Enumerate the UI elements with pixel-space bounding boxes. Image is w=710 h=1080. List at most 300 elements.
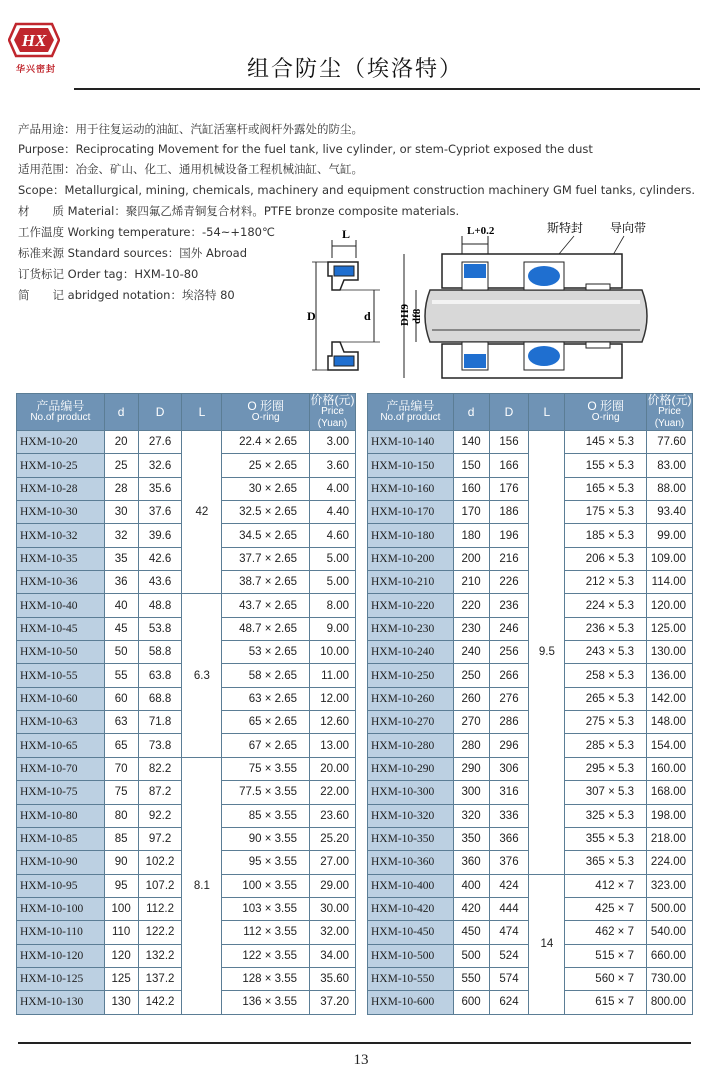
cell-d: 400 [453, 874, 489, 897]
cell-d: 36 [104, 571, 138, 594]
cell-D: 624 [489, 991, 529, 1014]
cell-d: 250 [453, 664, 489, 687]
header-d: d [453, 394, 489, 431]
cell-oring: 212 × 5.3 [565, 571, 647, 594]
cell-price: 224.00 [647, 851, 693, 874]
cell-d: 70 [104, 757, 138, 780]
page-number: 13 [353, 1052, 369, 1068]
cell-oring: 243 × 5.3 [565, 641, 647, 664]
cell-price: 5.00 [310, 547, 356, 570]
cell-D: 102.2 [138, 851, 182, 874]
cell-d: 300 [453, 781, 489, 804]
cell-d: 20 [104, 431, 138, 454]
cell-oring: 77.5 × 3.55 [222, 781, 310, 804]
cell-price: 30.00 [310, 897, 356, 920]
cell-oring: 285 × 5.3 [565, 734, 647, 757]
cell-d: 30 [104, 501, 138, 524]
cell-code: HXM-10-80 [17, 804, 105, 827]
cell-price: 25.20 [310, 827, 356, 850]
cell-D: 424 [489, 874, 529, 897]
cell-oring: 38.7 × 2.65 [222, 571, 310, 594]
cell-D: 306 [489, 757, 529, 780]
cell-D: 474 [489, 921, 529, 944]
cell-oring: 258 × 5.3 [565, 664, 647, 687]
cell-oring: 155 × 5.3 [565, 454, 647, 477]
cell-d: 63 [104, 711, 138, 734]
cell-price: 660.00 [647, 944, 693, 967]
table-header-row [368, 394, 693, 431]
cell-price: 13.00 [310, 734, 356, 757]
cell-D: 132.2 [138, 944, 182, 967]
right-table-body [368, 431, 693, 1015]
cell-D: 276 [489, 687, 529, 710]
cell-d: 290 [453, 757, 489, 780]
cell-code: HXM-10-400 [368, 874, 454, 897]
cell-price: 23.60 [310, 804, 356, 827]
cell-price: 77.60 [647, 431, 693, 454]
cell-price: 114.00 [647, 571, 693, 594]
cell-oring: 53 × 2.65 [222, 641, 310, 664]
header-oring: O 形圈 O-ring [565, 394, 647, 431]
table-header-row [17, 394, 356, 431]
cell-code: HXM-10-180 [368, 524, 454, 547]
cell-oring: 224 × 5.3 [565, 594, 647, 617]
cell-code: HXM-10-220 [368, 594, 454, 617]
cell-D: 316 [489, 781, 529, 804]
cell-oring: 145 × 5.3 [565, 431, 647, 454]
spec-scope: Scope：Metallurgical, mining, chemicals, machinery and equipment construction machinery GM fuel tanks, cylinders. [18, 183, 696, 197]
cell-D: 37.6 [138, 501, 182, 524]
cell-code: HXM-10-280 [368, 734, 454, 757]
cell-price: 4.60 [310, 524, 356, 547]
cell-price: 500.00 [647, 897, 693, 920]
header-D: D [489, 394, 529, 431]
cell-D: 256 [489, 641, 529, 664]
cell-D: 286 [489, 711, 529, 734]
cell-D: 58.8 [138, 641, 182, 664]
cell-oring: 355 × 5.3 [565, 827, 647, 850]
cell-d: 150 [453, 454, 489, 477]
cell-price: 136.00 [647, 664, 693, 687]
cell-code: HXM-10-90 [17, 851, 105, 874]
cell-price: 142.00 [647, 687, 693, 710]
cell-code: HXM-10-30 [17, 501, 105, 524]
cell-d: 85 [104, 827, 138, 850]
cell-price: 32.00 [310, 921, 356, 944]
cell-code: HXM-10-160 [368, 477, 454, 500]
diagram-label-df8: df8 [411, 308, 423, 324]
cell-oring: 90 × 3.55 [222, 827, 310, 850]
cell-code: HXM-10-500 [368, 944, 454, 967]
cell-oring: 462 × 7 [565, 921, 647, 944]
cell-oring: 30 × 2.65 [222, 477, 310, 500]
cell-price: 35.60 [310, 967, 356, 990]
cell-code: HXM-10-25 [17, 454, 105, 477]
cell-price: 99.00 [647, 524, 693, 547]
cell-L: 6.3 [182, 594, 222, 757]
cell-oring: 65 × 2.65 [222, 711, 310, 734]
cell-price: 130.00 [647, 641, 693, 664]
cell-code: HXM-10-28 [17, 477, 105, 500]
cell-d: 45 [104, 617, 138, 640]
diagram-label-DH9: DH9 [399, 304, 411, 326]
cell-code: HXM-10-70 [17, 757, 105, 780]
cell-code: HXM-10-360 [368, 851, 454, 874]
cell-code: HXM-10-150 [368, 454, 454, 477]
cell-d: 40 [104, 594, 138, 617]
cell-oring: 67 × 2.65 [222, 734, 310, 757]
cell-D: 142.2 [138, 991, 182, 1014]
cell-L: 14 [529, 874, 565, 1014]
table-row [368, 874, 693, 897]
cell-price: 109.00 [647, 547, 693, 570]
price-table-right [367, 393, 693, 1015]
cell-D: 112.2 [138, 897, 182, 920]
cell-d: 360 [453, 851, 489, 874]
cell-d: 260 [453, 687, 489, 710]
cell-oring: 25 × 2.65 [222, 454, 310, 477]
cell-price: 34.00 [310, 944, 356, 967]
cell-d: 220 [453, 594, 489, 617]
cell-price: 29.00 [310, 874, 356, 897]
cell-d: 350 [453, 827, 489, 850]
cell-code: HXM-10-120 [17, 944, 105, 967]
cell-code: HXM-10-350 [368, 827, 454, 850]
cell-D: 92.2 [138, 804, 182, 827]
price-table-left [16, 393, 356, 1015]
cell-d: 35 [104, 547, 138, 570]
cell-D: 296 [489, 734, 529, 757]
spec-order-tag: 订货标记 Order tag：HXM-10-80 [18, 267, 199, 281]
cell-D: 107.2 [138, 874, 182, 897]
cell-d: 200 [453, 547, 489, 570]
cell-price: 88.00 [647, 477, 693, 500]
cell-D: 376 [489, 851, 529, 874]
cell-code: HXM-10-85 [17, 827, 105, 850]
cell-price: 730.00 [647, 967, 693, 990]
cell-code: HXM-10-270 [368, 711, 454, 734]
cell-code: HXM-10-290 [368, 757, 454, 780]
spec-temperature: 工作温度 Working temperature：-54~+180℃ [18, 225, 275, 239]
cell-oring: 95 × 3.55 [222, 851, 310, 874]
cell-D: 236 [489, 594, 529, 617]
cell-d: 170 [453, 501, 489, 524]
cell-D: 43.6 [138, 571, 182, 594]
cell-oring: 307 × 5.3 [565, 781, 647, 804]
cell-D: 176 [489, 477, 529, 500]
cell-D: 82.2 [138, 757, 182, 780]
cell-price: 168.00 [647, 781, 693, 804]
cell-price: 3.60 [310, 454, 356, 477]
cell-price: 154.00 [647, 734, 693, 757]
cell-oring: 206 × 5.3 [565, 547, 647, 570]
cell-D: 63.8 [138, 664, 182, 687]
cell-code: HXM-10-63 [17, 711, 105, 734]
cell-oring: 128 × 3.55 [222, 967, 310, 990]
table-row [17, 757, 356, 780]
header-code: 产品编号 No.of product [17, 394, 105, 431]
cell-d: 80 [104, 804, 138, 827]
cell-D: 226 [489, 571, 529, 594]
cell-oring: 615 × 7 [565, 991, 647, 1014]
cell-oring: 560 × 7 [565, 967, 647, 990]
cell-D: 42.6 [138, 547, 182, 570]
cell-d: 75 [104, 781, 138, 804]
cell-price: 20.00 [310, 757, 356, 780]
cell-D: 39.6 [138, 524, 182, 547]
cell-code: HXM-10-100 [17, 897, 105, 920]
assembly-drawing [399, 220, 647, 378]
cell-D: 444 [489, 897, 529, 920]
cell-oring: 63 × 2.65 [222, 687, 310, 710]
cell-code: HXM-10-300 [368, 781, 454, 804]
cell-D: 68.8 [138, 687, 182, 710]
cell-price: 11.00 [310, 664, 356, 687]
spec-usage-cn: 产品用途：用于往复运动的油缸、汽缸活塞杆或阀杆外露处的防尘。 [18, 122, 363, 136]
cell-D: 156 [489, 431, 529, 454]
left-table-body [17, 431, 356, 1015]
cell-oring: 185 × 5.3 [565, 524, 647, 547]
cell-code: HXM-10-600 [368, 991, 454, 1014]
cell-d: 210 [453, 571, 489, 594]
cell-D: 73.8 [138, 734, 182, 757]
cell-code: HXM-10-50 [17, 641, 105, 664]
cell-D: 32.6 [138, 454, 182, 477]
cell-d: 60 [104, 687, 138, 710]
cell-D: 186 [489, 501, 529, 524]
table-row [17, 594, 356, 617]
cell-code: HXM-10-110 [17, 921, 105, 944]
cell-D: 87.2 [138, 781, 182, 804]
header-D: D [138, 394, 182, 431]
cell-D: 166 [489, 454, 529, 477]
cell-code: HXM-10-65 [17, 734, 105, 757]
cell-oring: 236 × 5.3 [565, 617, 647, 640]
cell-L: 9.5 [529, 431, 565, 875]
cell-d: 28 [104, 477, 138, 500]
cell-d: 25 [104, 454, 138, 477]
cell-code: HXM-10-420 [368, 897, 454, 920]
cell-d: 95 [104, 874, 138, 897]
cell-L: 42 [182, 431, 222, 594]
cell-oring: 425 × 7 [565, 897, 647, 920]
cell-oring: 75 × 3.55 [222, 757, 310, 780]
cell-oring: 136 × 3.55 [222, 991, 310, 1014]
footer-divider [18, 1042, 691, 1044]
cell-code: HXM-10-60 [17, 687, 105, 710]
cell-oring: 37.7 × 2.65 [222, 547, 310, 570]
cell-D: 216 [489, 547, 529, 570]
cell-D: 574 [489, 967, 529, 990]
cell-d: 180 [453, 524, 489, 547]
diagram-label-guide: 导向带 [610, 221, 647, 235]
cell-code: HXM-10-260 [368, 687, 454, 710]
cell-price: 93.40 [647, 501, 693, 524]
cell-code: HXM-10-20 [17, 431, 105, 454]
cell-D: 35.6 [138, 477, 182, 500]
cell-oring: 85 × 3.55 [222, 804, 310, 827]
cell-d: 120 [104, 944, 138, 967]
cell-oring: 412 × 7 [565, 874, 647, 897]
cell-price: 540.00 [647, 921, 693, 944]
diagram-label-L-tol: L+0.2 [467, 225, 495, 237]
cell-D: 71.8 [138, 711, 182, 734]
logo-letters: HX [21, 31, 47, 50]
cell-d: 230 [453, 617, 489, 640]
cell-d: 130 [104, 991, 138, 1014]
cell-L: 8.1 [182, 757, 222, 1014]
cell-price: 160.00 [647, 757, 693, 780]
header-L: L [182, 394, 222, 431]
cell-d: 450 [453, 921, 489, 944]
title-divider [74, 88, 700, 90]
table-row [17, 431, 356, 454]
cell-code: HXM-10-95 [17, 874, 105, 897]
cell-D: 48.8 [138, 594, 182, 617]
cell-D: 137.2 [138, 967, 182, 990]
cell-d: 420 [453, 897, 489, 920]
cell-price: 3.00 [310, 431, 356, 454]
spec-abridged: 简 记 abridged notation：埃洛特 80 [18, 288, 235, 302]
cell-D: 196 [489, 524, 529, 547]
cell-code: HXM-10-125 [17, 967, 105, 990]
cell-code: HXM-10-240 [368, 641, 454, 664]
cell-code: HXM-10-450 [368, 921, 454, 944]
cell-oring: 515 × 7 [565, 944, 647, 967]
cell-d: 125 [104, 967, 138, 990]
cell-price: 9.00 [310, 617, 356, 640]
cell-d: 280 [453, 734, 489, 757]
cell-price: 800.00 [647, 991, 693, 1014]
cell-code: HXM-10-230 [368, 617, 454, 640]
cell-oring: 103 × 3.55 [222, 897, 310, 920]
cell-d: 65 [104, 734, 138, 757]
header-price: 价格(元) Price (Yuan) [310, 393, 355, 429]
cell-oring: 295 × 5.3 [565, 757, 647, 780]
cell-oring: 34.5 × 2.65 [222, 524, 310, 547]
cell-price: 4.40 [310, 501, 356, 524]
cell-price: 4.00 [310, 477, 356, 500]
cell-d: 270 [453, 711, 489, 734]
cell-code: HXM-10-35 [17, 547, 105, 570]
cell-price: 12.00 [310, 687, 356, 710]
cell-D: 246 [489, 617, 529, 640]
cell-code: HXM-10-210 [368, 571, 454, 594]
cell-code: HXM-10-130 [17, 991, 105, 1014]
spec-standard: 标准来源 Standard sources：国外 Abroad [18, 246, 247, 260]
cell-oring: 122 × 3.55 [222, 944, 310, 967]
header-L: L [529, 394, 565, 431]
cell-d: 320 [453, 804, 489, 827]
seal-cross-section-diagram [292, 218, 692, 388]
cell-code: HXM-10-32 [17, 524, 105, 547]
header-oring: O 形圈 O-ring [222, 394, 310, 431]
cell-oring: 100 × 3.55 [222, 874, 310, 897]
cell-price: 198.00 [647, 804, 693, 827]
cell-oring: 58 × 2.65 [222, 664, 310, 687]
header-code: 产品编号 No.of product [368, 394, 454, 431]
cell-oring: 265 × 5.3 [565, 687, 647, 710]
table-row [368, 431, 693, 454]
cell-D: 336 [489, 804, 529, 827]
page-header [0, 0, 710, 100]
spec-scope-cn: 适用范围：冶金、矿山、化工、通用机械设备工程机械油缸、气缸。 [18, 162, 363, 176]
cell-code: HXM-10-40 [17, 594, 105, 617]
cell-price: 218.00 [647, 827, 693, 850]
cell-price: 12.60 [310, 711, 356, 734]
cell-oring: 365 × 5.3 [565, 851, 647, 874]
spec-purpose: Purpose：Reciprocating Movement for the fuel tank, live cylinder, or stem-Cypriot exposed the dust [18, 142, 593, 156]
cell-price: 8.00 [310, 594, 356, 617]
cell-oring: 43.7 × 2.65 [222, 594, 310, 617]
page-title: 组合防尘（埃洛特） [246, 57, 463, 82]
header-d: d [104, 394, 138, 431]
cell-price: 37.20 [310, 991, 356, 1014]
cell-code: HXM-10-75 [17, 781, 105, 804]
diagram-label-L: L [342, 227, 351, 241]
cell-oring: 48.7 × 2.65 [222, 617, 310, 640]
diagram-label-seal: 斯特封 [547, 221, 584, 235]
cell-code: HXM-10-200 [368, 547, 454, 570]
cell-d: 90 [104, 851, 138, 874]
cell-d: 600 [453, 991, 489, 1014]
cell-D: 266 [489, 664, 529, 687]
cell-code: HXM-10-320 [368, 804, 454, 827]
cell-oring: 175 × 5.3 [565, 501, 647, 524]
cell-d: 160 [453, 477, 489, 500]
diagram-label-d: d [364, 309, 371, 323]
cell-price: 27.00 [310, 851, 356, 874]
cell-oring: 112 × 3.55 [222, 921, 310, 944]
cell-price: 323.00 [647, 874, 693, 897]
cell-d: 140 [453, 431, 489, 454]
cell-price: 125.00 [647, 617, 693, 640]
cell-code: HXM-10-36 [17, 571, 105, 594]
logo-name: 华兴密封 [15, 65, 56, 75]
cell-code: HXM-10-250 [368, 664, 454, 687]
cell-D: 524 [489, 944, 529, 967]
cell-d: 550 [453, 967, 489, 990]
cell-oring: 32.5 × 2.65 [222, 501, 310, 524]
cell-oring: 325 × 5.3 [565, 804, 647, 827]
cell-code: HXM-10-170 [368, 501, 454, 524]
cell-D: 97.2 [138, 827, 182, 850]
cell-price: 5.00 [310, 571, 356, 594]
seal-profile-drawing [307, 227, 380, 370]
cell-oring: 22.4 × 2.65 [222, 431, 310, 454]
cell-price: 22.00 [310, 781, 356, 804]
cell-d: 50 [104, 641, 138, 664]
cell-D: 122.2 [138, 921, 182, 944]
cell-d: 55 [104, 664, 138, 687]
cell-d: 240 [453, 641, 489, 664]
cell-d: 110 [104, 921, 138, 944]
diagram-label-D: D [307, 309, 316, 323]
cell-D: 53.8 [138, 617, 182, 640]
cell-oring: 275 × 5.3 [565, 711, 647, 734]
cell-code: HXM-10-55 [17, 664, 105, 687]
cell-d: 100 [104, 897, 138, 920]
cell-price: 148.00 [647, 711, 693, 734]
cell-oring: 165 × 5.3 [565, 477, 647, 500]
cell-d: 500 [453, 944, 489, 967]
cell-code: HXM-10-45 [17, 617, 105, 640]
cell-price: 83.00 [647, 454, 693, 477]
cell-price: 120.00 [647, 594, 693, 617]
cell-D: 366 [489, 827, 529, 850]
cell-d: 32 [104, 524, 138, 547]
cell-code: HXM-10-550 [368, 967, 454, 990]
